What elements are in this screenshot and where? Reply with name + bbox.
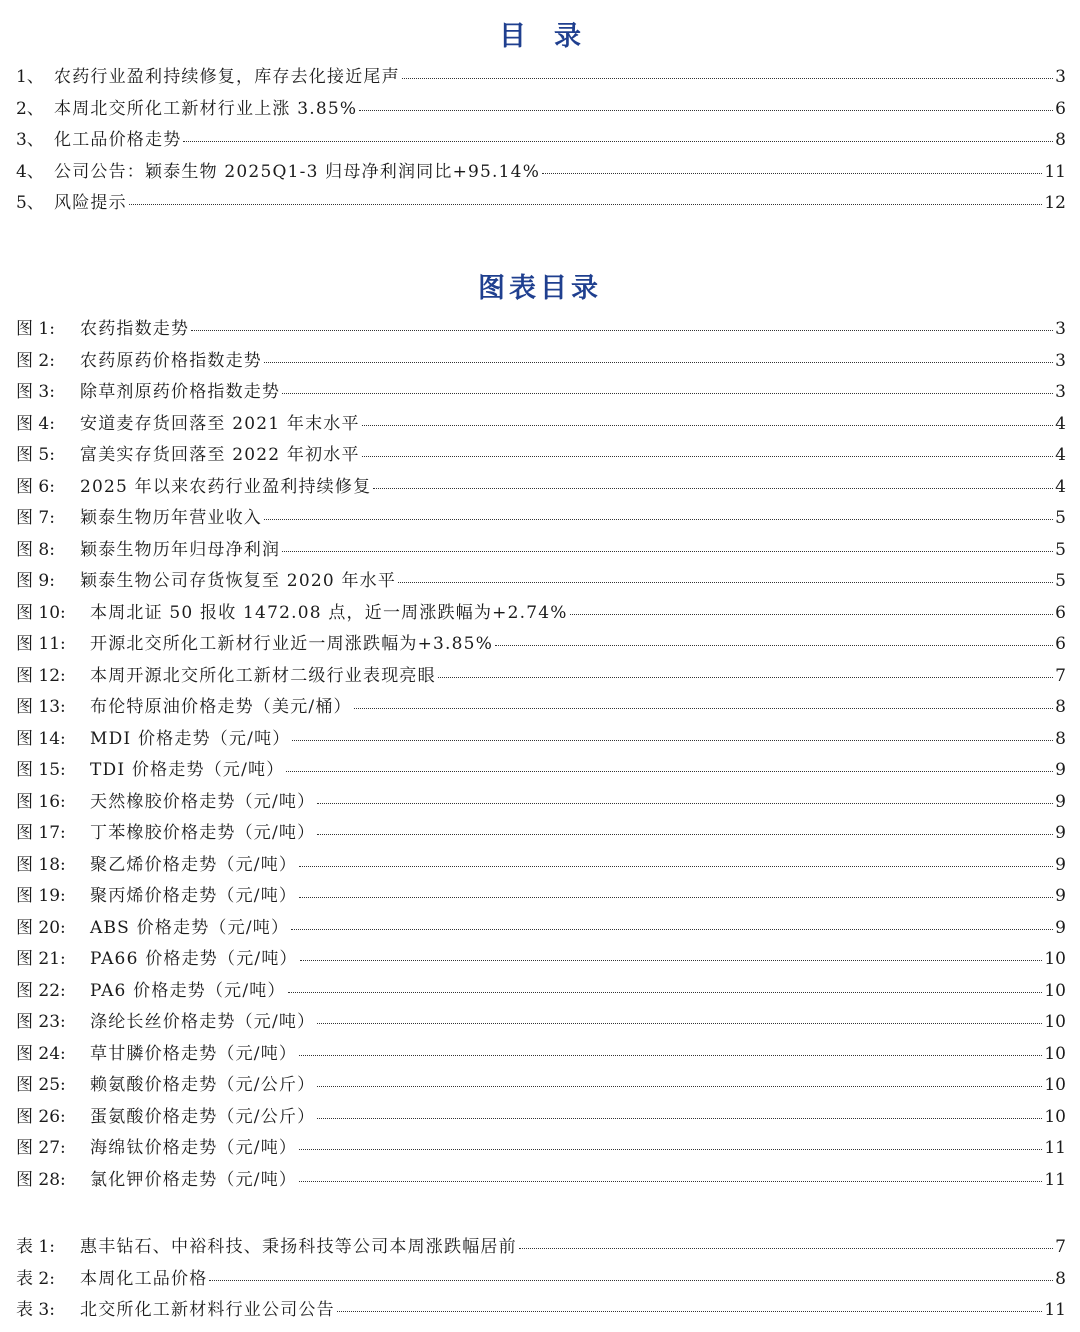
figure-entry[interactable] bbox=[16, 629, 1066, 661]
entry-label[interactable]: ABS 价格走势（元/吨） bbox=[90, 917, 290, 938]
dot-leader bbox=[317, 803, 1053, 804]
figure-entry[interactable] bbox=[16, 976, 1066, 1008]
entry-number: 图 4: bbox=[16, 413, 55, 434]
figure-entry[interactable] bbox=[16, 503, 1066, 535]
entry-label[interactable]: 公司公告：颖泰生物 2025Q1-3 归母净利润同比+95.14% bbox=[54, 161, 541, 182]
page-number[interactable]: 8 bbox=[1055, 130, 1066, 150]
figure-entry[interactable] bbox=[16, 1133, 1066, 1165]
page-number[interactable]: 12 bbox=[1044, 193, 1066, 213]
page-number[interactable]: 3 bbox=[1055, 382, 1066, 402]
entry-label[interactable]: 涤纶长丝价格走势（元/吨） bbox=[90, 1012, 316, 1032]
dot-leader bbox=[286, 771, 1053, 772]
dot-leader bbox=[362, 425, 1054, 426]
page-number[interactable]: 10 bbox=[1044, 1106, 1066, 1127]
figure-entry[interactable] bbox=[16, 913, 1066, 945]
entry-label[interactable]: 农药指数走势 bbox=[80, 319, 190, 339]
figure-entry[interactable] bbox=[16, 1070, 1066, 1102]
figure-entry[interactable] bbox=[16, 755, 1066, 787]
page-number[interactable]: 3 bbox=[1055, 319, 1066, 339]
page-number[interactable]: 9 bbox=[1055, 823, 1066, 843]
entry-number: 图 13: bbox=[16, 697, 66, 717]
page-number[interactable]: 9 bbox=[1055, 917, 1066, 938]
entry-number: 2、 bbox=[16, 98, 44, 119]
entry-number: 4、 bbox=[16, 161, 44, 182]
dot-leader bbox=[299, 897, 1053, 898]
dot-leader bbox=[317, 1086, 1042, 1087]
entry-number: 表 2: bbox=[16, 1268, 55, 1289]
figure-list-title: 图表目录 bbox=[478, 273, 602, 304]
entry-label[interactable]: PA6 价格走势（元/吨） bbox=[90, 980, 286, 1001]
entry-label[interactable]: 农药行业盈利持续修复，库存去化接近尾声 bbox=[54, 67, 400, 87]
entry-label[interactable]: 本周化工品价格 bbox=[80, 1268, 208, 1289]
entry-number: 图 28: bbox=[16, 1169, 66, 1190]
dot-leader bbox=[209, 1280, 1053, 1281]
entry-number: 图 21: bbox=[16, 949, 66, 969]
dot-leader bbox=[373, 488, 1053, 489]
page-number[interactable]: 3 bbox=[1055, 67, 1066, 87]
page-number[interactable]: 6 bbox=[1055, 98, 1066, 119]
entry-number: 1、 bbox=[16, 67, 44, 87]
entry-number: 图 11: bbox=[16, 634, 66, 654]
entry-number: 图 24: bbox=[16, 1043, 66, 1064]
entry-number: 图 26: bbox=[16, 1106, 66, 1127]
page-number[interactable]: 7 bbox=[1055, 1237, 1066, 1257]
entry-number: 图 14: bbox=[16, 728, 66, 749]
entry-number: 图 15: bbox=[16, 760, 66, 780]
entry-number: 图 20: bbox=[16, 917, 66, 938]
page-number[interactable]: 4 bbox=[1055, 445, 1066, 465]
entry-label[interactable]: 聚乙烯价格走势（元/吨） bbox=[90, 854, 298, 875]
page-number[interactable]: 11 bbox=[1044, 161, 1066, 182]
page-number[interactable]: 8 bbox=[1055, 728, 1066, 749]
page-number[interactable]: 10 bbox=[1044, 1075, 1066, 1095]
page-number[interactable]: 8 bbox=[1055, 1268, 1066, 1289]
dot-leader bbox=[264, 519, 1053, 520]
dot-leader bbox=[398, 582, 1053, 583]
page-number[interactable]: 9 bbox=[1055, 854, 1066, 875]
figure-entry[interactable] bbox=[16, 535, 1066, 567]
entry-label[interactable]: 安道麦存货回落至 2021 年末水平 bbox=[80, 413, 360, 434]
dot-leader bbox=[299, 866, 1053, 867]
entry-label[interactable]: 草甘膦价格走势（元/吨） bbox=[90, 1043, 298, 1064]
entry-number: 5、 bbox=[16, 193, 44, 213]
dot-leader bbox=[129, 204, 1043, 205]
entry-label[interactable]: 风险提示 bbox=[54, 193, 127, 213]
entry-label[interactable]: 化工品价格走势 bbox=[54, 130, 182, 150]
dot-leader bbox=[317, 834, 1053, 835]
entry-label[interactable]: 惠丰钻石、中裕科技、秉扬科技等公司本周涨跌幅居前 bbox=[80, 1237, 517, 1257]
page-number[interactable]: 4 bbox=[1055, 413, 1066, 434]
figure-entry[interactable] bbox=[16, 409, 1066, 441]
page-number[interactable]: 10 bbox=[1044, 980, 1066, 1001]
entry-number: 图 9: bbox=[16, 571, 55, 591]
dot-leader bbox=[362, 456, 1054, 457]
dot-leader bbox=[317, 1118, 1042, 1119]
page-number[interactable]: 5 bbox=[1055, 539, 1066, 560]
entry-number: 表 3: bbox=[16, 1300, 55, 1320]
entry-label[interactable]: 除草剂原药价格指数走势 bbox=[80, 382, 281, 402]
entry-number: 表 1: bbox=[16, 1237, 55, 1257]
toc-entry[interactable] bbox=[16, 62, 1066, 94]
page-number[interactable]: 7 bbox=[1055, 665, 1066, 686]
figure-entry[interactable] bbox=[16, 692, 1066, 724]
dot-leader bbox=[337, 1311, 1043, 1312]
figure-entry[interactable] bbox=[16, 850, 1066, 882]
figure-entry[interactable] bbox=[16, 377, 1066, 409]
figure-entry[interactable] bbox=[16, 881, 1066, 913]
page-number[interactable]: 6 bbox=[1055, 602, 1066, 623]
page-number[interactable]: 5 bbox=[1055, 571, 1066, 591]
entry-number: 图 12: bbox=[16, 665, 66, 686]
page-number[interactable]: 11 bbox=[1044, 1300, 1066, 1320]
entry-label[interactable]: 赖氨酸价格走势（元/公斤） bbox=[90, 1075, 316, 1095]
entry-number: 图 23: bbox=[16, 1012, 66, 1032]
dot-leader bbox=[282, 551, 1053, 552]
dot-leader bbox=[191, 330, 1053, 331]
page-number[interactable]: 4 bbox=[1055, 476, 1066, 497]
toc-list bbox=[16, 62, 1066, 220]
figure-entry[interactable] bbox=[16, 346, 1066, 378]
entry-number: 图 22: bbox=[16, 980, 66, 1001]
dot-leader bbox=[183, 141, 1053, 142]
dot-leader bbox=[264, 362, 1053, 363]
entry-number: 图 5: bbox=[16, 445, 55, 465]
dot-leader bbox=[292, 740, 1053, 741]
page-number[interactable]: 5 bbox=[1055, 508, 1066, 528]
page-number[interactable]: 6 bbox=[1055, 634, 1066, 654]
toc-entry[interactable] bbox=[16, 94, 1066, 126]
table-entry[interactable] bbox=[16, 1232, 1066, 1264]
entry-number: 图 17: bbox=[16, 823, 66, 843]
toc-entry[interactable] bbox=[16, 188, 1066, 220]
figure-entry[interactable] bbox=[16, 472, 1066, 504]
figure-entry[interactable] bbox=[16, 661, 1066, 693]
dot-leader bbox=[519, 1248, 1053, 1249]
entry-label[interactable]: 氯化钾价格走势（元/吨） bbox=[90, 1169, 298, 1190]
page-number[interactable]: 10 bbox=[1044, 1012, 1066, 1032]
entry-number: 图 25: bbox=[16, 1075, 66, 1095]
table-entry[interactable] bbox=[16, 1295, 1066, 1327]
dot-leader bbox=[354, 708, 1053, 709]
toc-entry[interactable] bbox=[16, 125, 1066, 157]
entry-label[interactable]: 本周北交所化工新材行业上涨 3.85% bbox=[54, 98, 358, 119]
entry-number: 图 7: bbox=[16, 508, 55, 528]
dot-leader bbox=[542, 173, 1042, 174]
figure-entry[interactable] bbox=[16, 1007, 1066, 1039]
entry-label[interactable]: 本周北证 50 报收 1472.08 点，近一周涨跌幅为+2.74% bbox=[90, 602, 568, 623]
entry-label[interactable]: 开源北交所化工新材行业近一周涨跌幅为+3.85% bbox=[90, 634, 494, 654]
figure-entry[interactable] bbox=[16, 787, 1066, 819]
dot-leader bbox=[495, 645, 1053, 646]
page-number[interactable]: 8 bbox=[1055, 697, 1066, 717]
entry-label[interactable]: MDI 价格走势（元/吨） bbox=[90, 728, 291, 749]
entry-label[interactable]: 天然橡胶价格走势（元/吨） bbox=[90, 791, 316, 812]
figure-entry[interactable] bbox=[16, 566, 1066, 598]
entry-number: 图 8: bbox=[16, 539, 55, 560]
entry-number: 图 18: bbox=[16, 854, 66, 875]
figure-entry[interactable] bbox=[16, 818, 1066, 850]
entry-label[interactable]: 聚丙烯价格走势（元/吨） bbox=[90, 886, 298, 906]
entry-number: 图 3: bbox=[16, 382, 55, 402]
page-number[interactable]: 3 bbox=[1055, 350, 1066, 371]
dot-leader bbox=[288, 992, 1043, 993]
figure-entry[interactable] bbox=[16, 314, 1066, 346]
entry-label[interactable]: 农药原药价格指数走势 bbox=[80, 350, 262, 371]
figure-entry[interactable] bbox=[16, 1102, 1066, 1134]
page-number[interactable]: 9 bbox=[1055, 886, 1066, 906]
figure-entry[interactable] bbox=[16, 598, 1066, 630]
dot-leader bbox=[402, 78, 1053, 79]
dot-leader bbox=[570, 614, 1054, 615]
dot-leader bbox=[300, 960, 1043, 961]
dot-leader bbox=[291, 929, 1053, 930]
dot-leader bbox=[438, 677, 1053, 678]
dot-leader bbox=[317, 1023, 1042, 1024]
entry-label[interactable]: 富美实存货回落至 2022 年初水平 bbox=[80, 445, 360, 465]
toc-entry[interactable] bbox=[16, 157, 1066, 189]
entry-label[interactable]: 蛋氨酸价格走势（元/公斤） bbox=[90, 1106, 316, 1127]
entry-number: 图 27: bbox=[16, 1138, 66, 1158]
dot-leader bbox=[359, 110, 1053, 111]
table-entry[interactable] bbox=[16, 1264, 1066, 1296]
figure-entry[interactable] bbox=[16, 944, 1066, 976]
dot-leader bbox=[299, 1055, 1042, 1056]
figure-entry[interactable] bbox=[16, 724, 1066, 756]
table-list bbox=[16, 1232, 1066, 1327]
figure-entry[interactable] bbox=[16, 1165, 1066, 1197]
figure-list bbox=[16, 314, 1066, 1196]
page-number[interactable]: 11 bbox=[1044, 1138, 1066, 1158]
dot-leader bbox=[282, 393, 1053, 394]
dot-leader bbox=[299, 1149, 1042, 1150]
page-number[interactable]: 9 bbox=[1055, 791, 1066, 812]
entry-label[interactable]: 2025 年以来农药行业盈利持续修复 bbox=[80, 476, 372, 497]
entry-number: 图 2: bbox=[16, 350, 55, 371]
entry-label[interactable]: 颖泰生物历年归母净利润 bbox=[80, 539, 281, 560]
entry-label[interactable]: 布伦特原油价格走势（美元/桶） bbox=[90, 697, 352, 717]
entry-number: 图 16: bbox=[16, 791, 66, 812]
page-number[interactable]: 10 bbox=[1044, 949, 1066, 969]
entry-number: 图 1: bbox=[16, 319, 55, 339]
entry-label[interactable]: 海绵钛价格走势（元/吨） bbox=[90, 1138, 298, 1158]
entry-number: 3、 bbox=[16, 130, 44, 150]
dot-leader bbox=[299, 1181, 1042, 1182]
entry-number: 图 10: bbox=[16, 602, 66, 623]
page-number[interactable]: 11 bbox=[1044, 1169, 1066, 1190]
entry-label[interactable]: 丁苯橡胶价格走势（元/吨） bbox=[90, 823, 316, 843]
entry-label[interactable]: 北交所化工新材料行业公司公告 bbox=[80, 1300, 335, 1320]
entry-number: 图 6: bbox=[16, 476, 55, 497]
page-number[interactable]: 10 bbox=[1044, 1043, 1066, 1064]
entry-label[interactable]: PA66 价格走势（元/吨） bbox=[90, 949, 298, 969]
toc-title: 目录 bbox=[499, 21, 609, 52]
entry-label[interactable]: 颖泰生物公司存货恢复至 2020 年水平 bbox=[80, 571, 397, 591]
entry-label[interactable]: 颖泰生物历年营业收入 bbox=[80, 508, 262, 528]
page-number[interactable]: 9 bbox=[1055, 760, 1066, 780]
figure-entry[interactable] bbox=[16, 1039, 1066, 1071]
entry-label[interactable]: TDI 价格走势（元/吨） bbox=[90, 760, 285, 780]
entry-label[interactable]: 本周开源北交所化工新材二级行业表现亮眼 bbox=[90, 665, 436, 686]
entry-number: 图 19: bbox=[16, 886, 66, 906]
figure-entry[interactable] bbox=[16, 440, 1066, 472]
